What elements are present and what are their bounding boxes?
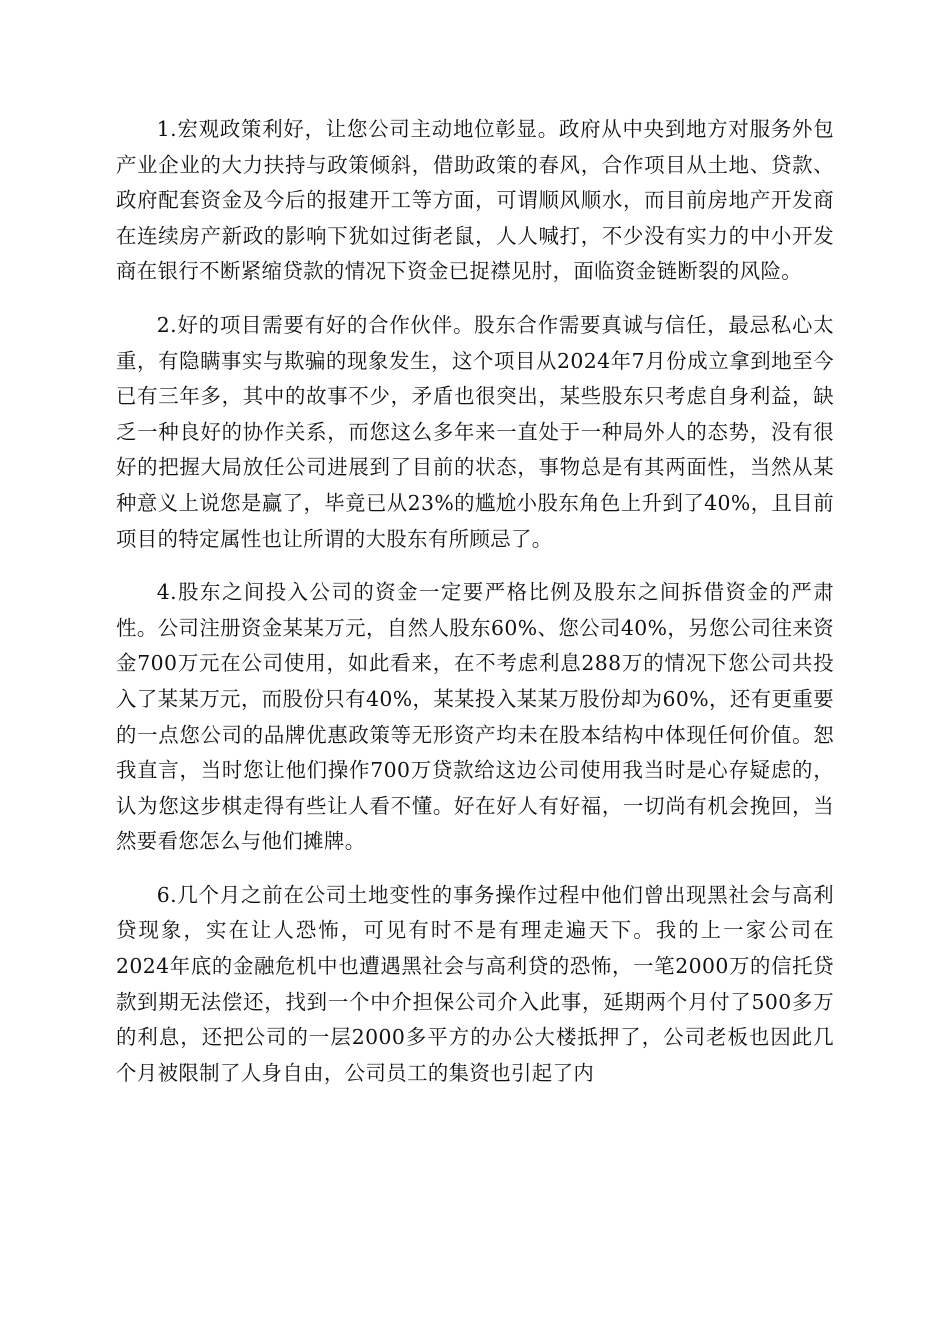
paragraph-1: 1.宏观政策利好，让您公司主动地位彰显。政府从中央到地方对服务外包产业企业的大力扶持与政策倾斜，借助政策的春风，合作项目从土地、贷款、政府配套资金及今后的报建开工等方面，可谓顺风顺水，而目前房地产开发商在连续房产新政的影响下犹如过街老鼠，人人喊打，不少没有实力的中小开发商在银行不断紧缩贷款的情况下资金已捉襟见肘，面临资金链断裂的风险。 <box>116 117 834 284</box>
paragraph-6: 6.几个月之前在公司土地变性的事务操作过程中他们曾出现黑社会与高利贷现象，实在让人恐怖，可见有时不是有理走遍天下。我的上一家公司在2024年底的金融危机中也遭遇黑社会与高利贷的恐怖，一笔2000万的信托贷款到期无法偿还，找到一个中介担保公司介入此事，延期两个月付了500多万的利息，还把公司的一层2000多平方的办公大楼抵押了，公司老板也因此几个月被限制了人身自由，公司员工的集资也引起了内 <box>116 882 834 1085</box>
document-body <box>116 112 834 1109</box>
paragraph-4: 4.股东之间投入公司的资金一定要严格比例及股东之间拆借资金的严肃性。公司注册资金某某万元，自然人股东60%、您公司40%，另您公司往来资金700万元在公司使用，如此看来，在不考虑利息288万的情况下您公司共投入了某某万元，而股份只有40%，某某投入某某万股份却为60%，还有更重要的一点您公司的品牌优惠政策等无形资产均未在股本结构中体现任何价值。恕我直言，当时您让他们操作700万贷款给这边公司使用我当时是心存疑虑的，认为您这步棋走得有些让人看不懂。好在好人有好福，一切尚有机会挽回，当然要看您怎么与他们摊牌。 <box>116 580 834 854</box>
paragraph-2: 2.好的项目需要有好的合作伙伴。股东合作需要真诚与信任，最忌私心太重，有隐瞒事实与欺骗的现象发生，这个项目从2024年7月份成立拿到地至今已有三年多，其中的故事不少，矛盾也很突出，某些股东只考虑自身利益，缺乏一种良好的协作关系，而您这么多年来一直处于一种局外人的态势，没有很好的把握大局放任公司进展到了目前的状态，事物总是有其两面性，当然从某种意义上说您是赢了，毕竟已从23%的尴尬小股东角色上升到了40%，且目前项目的特定属性也让所谓的大股东有所顾忌了。 <box>116 312 834 551</box>
